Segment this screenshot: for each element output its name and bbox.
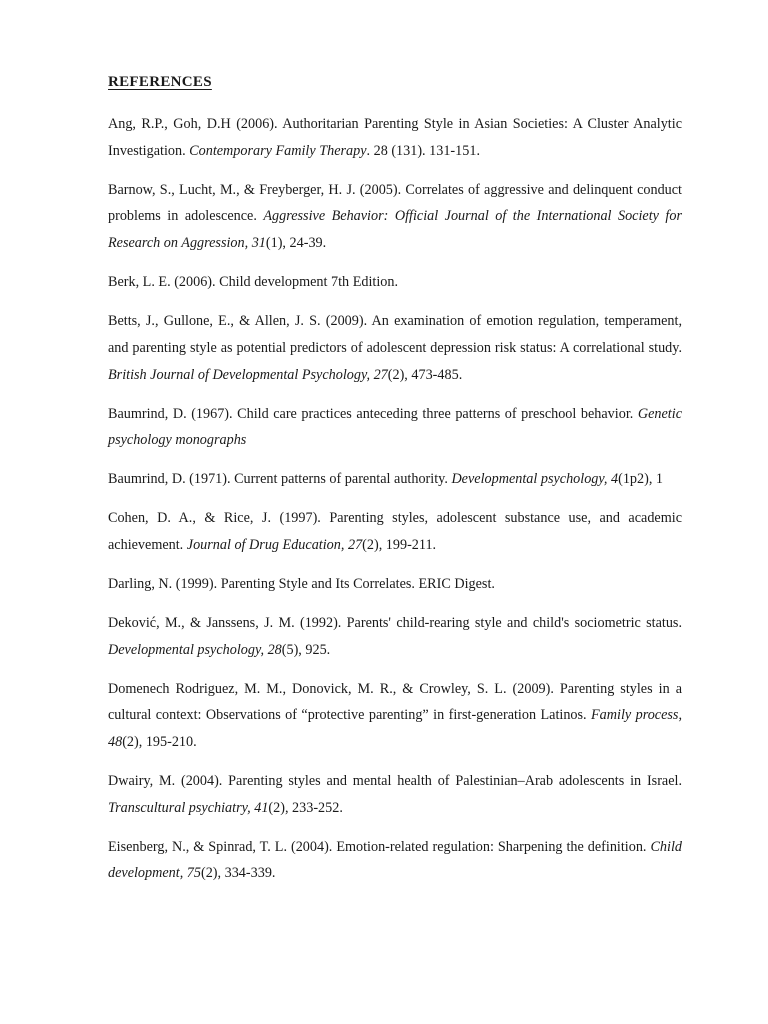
volume-number: , 27 bbox=[366, 366, 388, 383]
journal-title: Developmental psychology bbox=[108, 641, 261, 658]
reference-entry bbox=[108, 177, 682, 257]
journal-title: Child development bbox=[108, 838, 682, 882]
reference-tail: (2), 233-252. bbox=[268, 799, 343, 816]
reference-tail: (2), 334-339. bbox=[200, 865, 276, 882]
reference-tail: (1), 24-39. bbox=[265, 235, 327, 252]
reference-text: Baumrind, D. (1971). Current patterns of parental authority. bbox=[108, 471, 452, 488]
journal-title: Genetic psychology monographs bbox=[108, 405, 682, 449]
reference-entry bbox=[108, 308, 682, 388]
reference-text: Baumrind, D. (1967). Child care practices anteceding three patterns of preschool behavior. bbox=[108, 405, 638, 422]
reference-text: Deković, M., & Janssens, J. M. (1992). Parents' child-rearing style and child's sociometric status. bbox=[108, 614, 682, 631]
reference-entry bbox=[108, 676, 682, 756]
reference-text: Dwairy, M. (2004). Parenting styles and mental health of Palestinian–Arab adolescents in Israel. bbox=[108, 773, 682, 790]
reference-tail: (2), 195-210. bbox=[122, 734, 197, 751]
volume-number: , 41 bbox=[247, 799, 269, 816]
reference-entry bbox=[108, 111, 682, 164]
reference-entry bbox=[108, 768, 682, 821]
journal-title: Family process bbox=[591, 707, 679, 724]
reference-entry bbox=[108, 401, 682, 454]
reference-text: Berk, L. E. (2006). Child development 7th Edition. bbox=[108, 274, 399, 291]
reference-entry bbox=[108, 834, 682, 887]
journal-title: British Journal of Developmental Psychology bbox=[108, 366, 367, 383]
reference-text: Betts, J., Gullone, E., & Allen, J. S. (2009). An examination of emotion regulation, temperament, and parenting style as potential predictors of adolescent depression risk status: A correlational study. bbox=[108, 313, 682, 356]
volume-number: , 75 bbox=[179, 865, 201, 882]
reference-text: Ang, R.P., Goh, D.H (2006). Authoritarian Parenting Style in Asian Societies: A Cluster Analytic Investigation. bbox=[108, 116, 682, 159]
reference-tail: (5), 925. bbox=[281, 641, 331, 658]
volume-number: , 48 bbox=[108, 707, 682, 751]
reference-entry bbox=[108, 466, 682, 493]
page-heading: REFERENCES bbox=[108, 74, 212, 90]
reference-entry bbox=[108, 269, 682, 296]
journal-title: Aggressive Behavior: Official Journal of the International Society for Research on Aggression, 31 bbox=[108, 208, 682, 252]
volume-number: , 28 bbox=[260, 641, 282, 658]
reference-entry bbox=[108, 571, 682, 598]
reference-entry bbox=[108, 505, 682, 558]
reference-text: Darling, N. (1999). Parenting Style and Its Correlates. ERIC Digest. bbox=[108, 575, 495, 592]
reference-tail: (1p2), 1 bbox=[618, 471, 664, 488]
journal-title: Developmental psychology bbox=[451, 471, 604, 488]
journal-title: Journal of Drug Education bbox=[186, 536, 341, 553]
reference-tail: (2), 473-485. bbox=[387, 366, 463, 383]
journal-title: Contemporary Family Therapy bbox=[189, 142, 367, 159]
volume-number: , 4 bbox=[603, 471, 619, 488]
volume-number: , 27 bbox=[340, 536, 363, 553]
journal-title: Transcultural psychiatry bbox=[108, 799, 248, 816]
document-page bbox=[108, 72, 682, 899]
reference-entry bbox=[108, 610, 682, 663]
reference-tail: . 28 (131). 131-151. bbox=[366, 142, 480, 159]
reference-tail: (2), 199-211. bbox=[362, 536, 437, 553]
reference-text: Cohen, D. A., & Rice, J. (1997). Parenting styles, adolescent substance use, and academic achievement. bbox=[108, 510, 682, 553]
reference-text: Eisenberg, N., & Spinrad, T. L. (2004). Emotion-related regulation: Sharpening the definition. bbox=[108, 838, 651, 855]
reference-text: Barnow, S., Lucht, M., & Freyberger, H. J. (2005). Correlates of aggressive and delinquent conduct problems in adolescence. bbox=[108, 181, 682, 225]
reference-text: Domenech Rodriguez, M. M., Donovick, M. R., & Crowley, S. L. (2009). Parenting styles in a cultural context: Observations of “protective parenting” in first-generation Latinos. bbox=[108, 680, 682, 724]
